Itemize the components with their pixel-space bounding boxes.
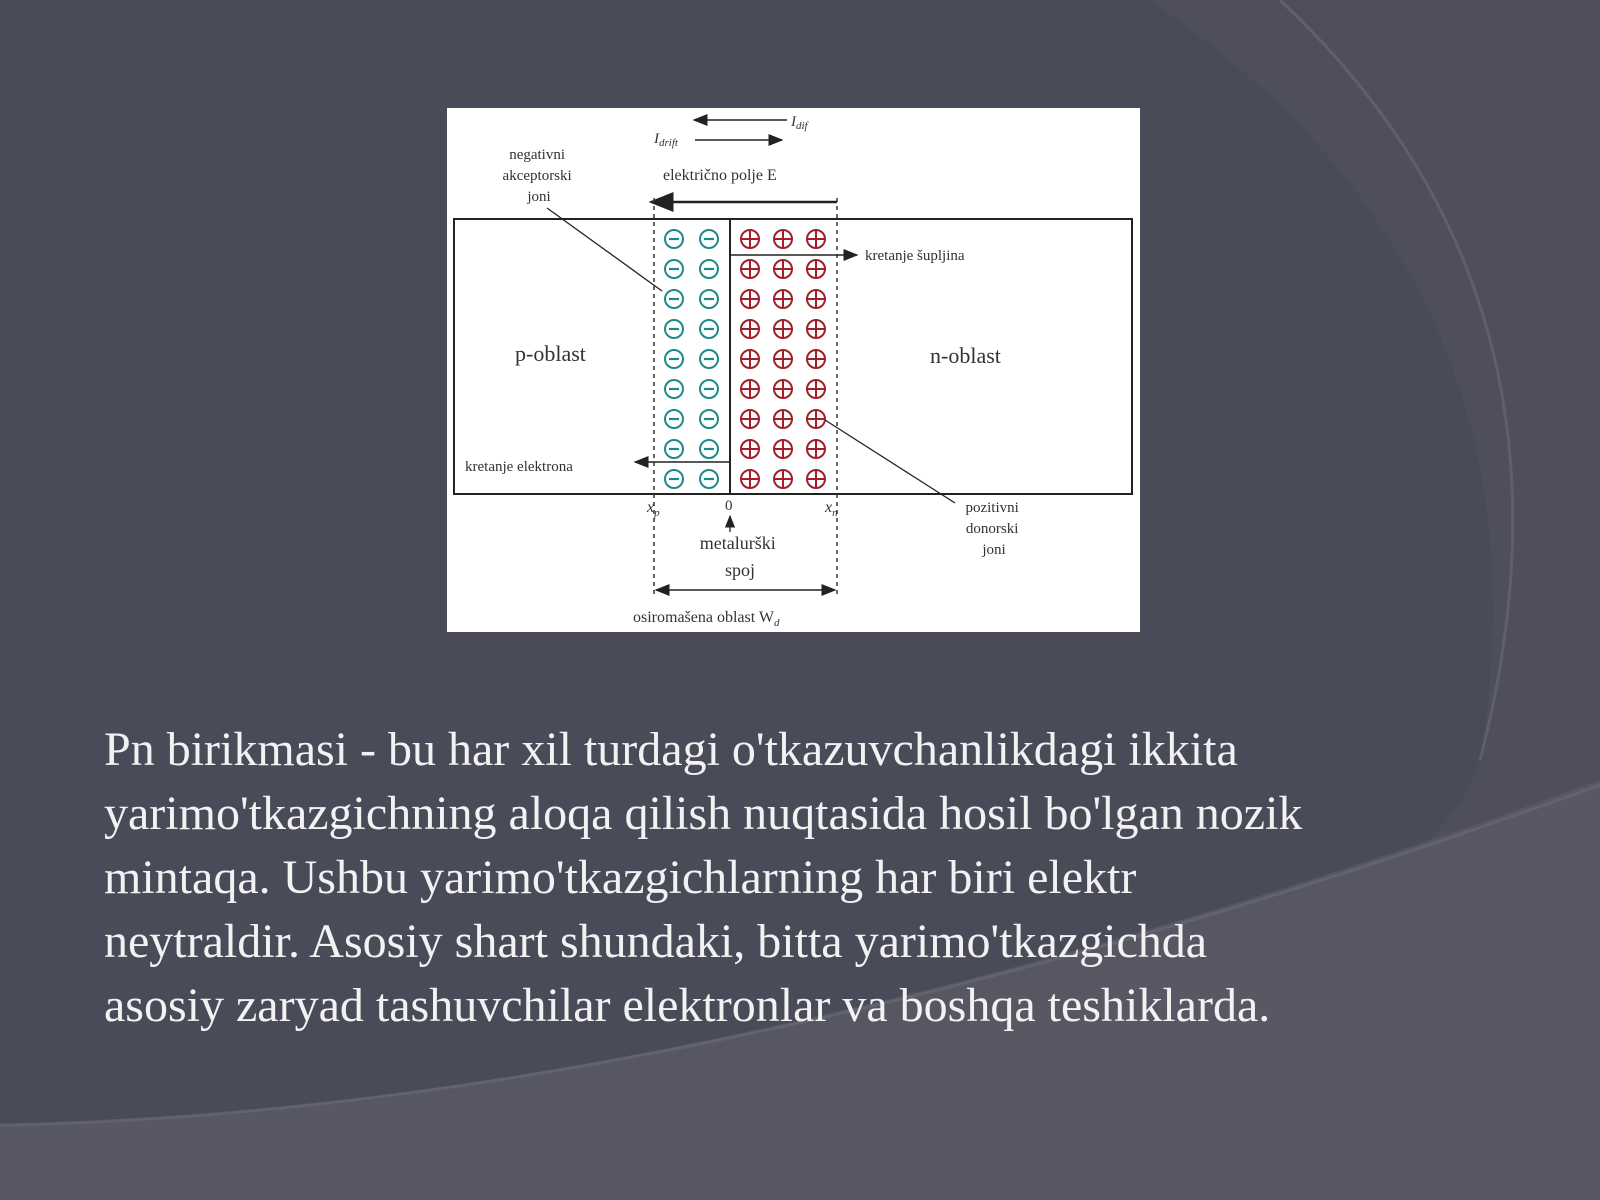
acceptor-ion [700, 440, 718, 458]
donor-ion [741, 230, 759, 248]
xn-label: $x_n$ [825, 499, 838, 519]
acceptor-ion [700, 230, 718, 248]
donor-ion [741, 410, 759, 428]
drift-current-label: $I_{drift}$ [654, 131, 678, 149]
donor-ion [774, 230, 792, 248]
xp-label: $x_p$ [647, 499, 660, 519]
donor-ion [807, 350, 825, 368]
donor-ion [807, 230, 825, 248]
donor-ion [774, 260, 792, 278]
donor-ion [741, 440, 759, 458]
donor-ion [741, 380, 759, 398]
donor-pointer [825, 420, 955, 503]
acceptor-ion [700, 320, 718, 338]
acceptor-ion [665, 440, 683, 458]
donor-ion [774, 470, 792, 488]
donor-ion [774, 290, 792, 308]
acceptor-ion [665, 410, 683, 428]
donor-ion [807, 410, 825, 428]
acceptor-ion [665, 230, 683, 248]
body-text-line: Pn birikmasi - bu har xil turdagi o'tkazuvchanlikdagi ikkita [104, 723, 1238, 776]
acceptor-ion [665, 350, 683, 368]
acceptor-ion [665, 320, 683, 338]
body-text-line: yarimo'tkazgichning aloqa qilish nuqtasida hosil bo'lgan nozik [104, 787, 1303, 840]
donor-ion [807, 380, 825, 398]
ion-grid [665, 230, 825, 488]
origin-label: 0 [725, 498, 733, 514]
donor-ion [741, 470, 759, 488]
metallurgical-junction-label: metalurški spoj [699, 533, 776, 580]
electric-field-label: električno polje E [663, 167, 777, 184]
body-text-line: neytraldir. Asosiy shart shundaki, bitta yarimo'tkazgichda [104, 915, 1208, 968]
slide-body-text [104, 718, 1524, 1038]
donor-ion [774, 440, 792, 458]
donor-ion [807, 260, 825, 278]
n-region-label: n-oblast [930, 343, 1001, 368]
body-text-line: asosiy zaryad tashuvchilar elektronlar va boshqa teshiklarda. [104, 979, 1271, 1032]
acceptor-ion [700, 350, 718, 368]
depletion-region-label: osiromašena oblast $W_d$ [633, 609, 780, 629]
acceptor-ion [665, 470, 683, 488]
acceptor-ion [665, 260, 683, 278]
p-region-label: p-oblast [515, 341, 586, 366]
hole-motion-label: kretanje šupljina [865, 248, 965, 264]
donor-ion [774, 350, 792, 368]
acceptor-ion [665, 380, 683, 398]
donor-ion [774, 380, 792, 398]
body-text-line: mintaqa. Ushbu yarimo'tkazgichlarning har biri elektr [104, 851, 1137, 904]
donor-ion [774, 320, 792, 338]
acceptor-ion [700, 410, 718, 428]
electron-motion-label: kretanje elektrona [465, 459, 573, 475]
donor-ion [807, 470, 825, 488]
acceptor-pointer [547, 208, 662, 291]
donor-ion [774, 410, 792, 428]
acceptor-ion [700, 290, 718, 308]
donor-ion [741, 290, 759, 308]
acceptor-ion [700, 470, 718, 488]
donor-ions-label: pozitivni donorski joni [965, 500, 1019, 558]
donor-ion [807, 320, 825, 338]
diffusion-current-label: $I_{dif}$ [791, 114, 808, 132]
donor-ion [741, 350, 759, 368]
acceptor-ions-label: negativni akceptorski joni [502, 147, 572, 205]
acceptor-ion [665, 290, 683, 308]
donor-ion [807, 290, 825, 308]
pn-junction-diagram [447, 108, 1140, 632]
acceptor-ion [700, 260, 718, 278]
donor-ion [741, 320, 759, 338]
acceptor-ion [700, 380, 718, 398]
donor-ion [741, 260, 759, 278]
donor-ion [807, 440, 825, 458]
